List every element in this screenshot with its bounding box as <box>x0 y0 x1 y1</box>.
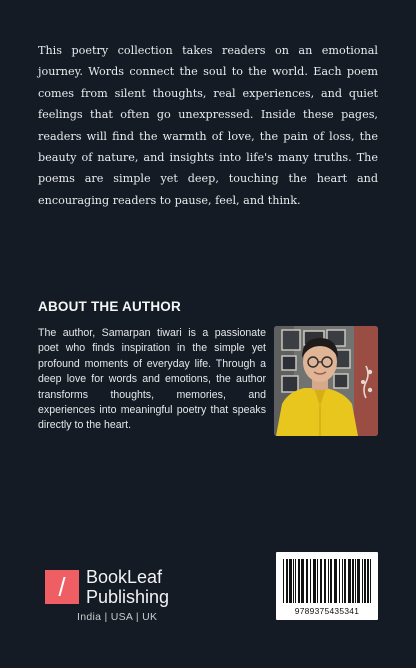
barcode-bar <box>355 559 356 603</box>
barcode-bar <box>295 559 296 603</box>
barcode-bar <box>352 559 354 603</box>
barcode-bars <box>283 559 371 603</box>
barcode-bar <box>348 559 351 603</box>
author-photo <box>274 326 378 436</box>
barcode-bar <box>301 559 304 603</box>
barcode <box>276 552 378 620</box>
publisher-name-line1: BookLeaf <box>86 567 163 587</box>
publisher-name-line2: Publishing <box>86 587 170 607</box>
barcode-bar <box>320 559 322 603</box>
barcode-bar <box>313 559 316 603</box>
barcode-bar <box>293 559 294 603</box>
barcode-bar <box>362 559 363 603</box>
barcode-bar <box>334 559 337 603</box>
barcode-bar <box>306 559 308 603</box>
barcode-bar <box>298 559 300 603</box>
barcode-bar <box>289 559 292 603</box>
back-cover-blurb: This poetry collection takes readers on an emotional journey. Words connect the soul to the world. Each poem comes from silent thoughts, real experiences, and quiet feelings that often go unexpressed. Inside these pages, readers will find the warmth of love, the pain of loss, the beauty of nature, and insights into life's many truths. The poems are simple yet deep, touching the heart and encouraging readers to pause, feel, and think. <box>38 44 378 207</box>
barcode-bar <box>339 559 340 603</box>
author-portrait <box>274 326 378 436</box>
barcode-bar <box>324 559 326 603</box>
barcode-bar <box>370 559 371 603</box>
isbn-number: 9789375435341 <box>294 606 360 616</box>
about-author-heading: ABOUT THE AUTHOR <box>38 299 181 314</box>
about-author-text: The author, Samarpan tiwari is a passionate poet who finds inspiration in the simple yet profound moments of everyday life. Through a deep love for words and emotions, the author transforms thoughts, memories, and experiences into meaningful poetry that speaks directly to the heart. <box>38 327 266 432</box>
barcode-bar <box>364 559 366 603</box>
barcode-bar <box>286 559 288 603</box>
barcode-bar <box>283 559 284 603</box>
barcode-bar <box>367 559 369 603</box>
barcode-bar <box>310 559 311 603</box>
bookleaf-logo-icon: / <box>45 570 79 604</box>
barcode-bar <box>328 559 329 603</box>
barcode-bar <box>357 559 360 603</box>
barcode-bar <box>317 559 318 603</box>
publisher-regions: India | USA | UK <box>77 611 158 623</box>
barcode-bar <box>330 559 332 603</box>
barcode-bar <box>342 559 343 603</box>
barcode-bar <box>344 559 346 603</box>
